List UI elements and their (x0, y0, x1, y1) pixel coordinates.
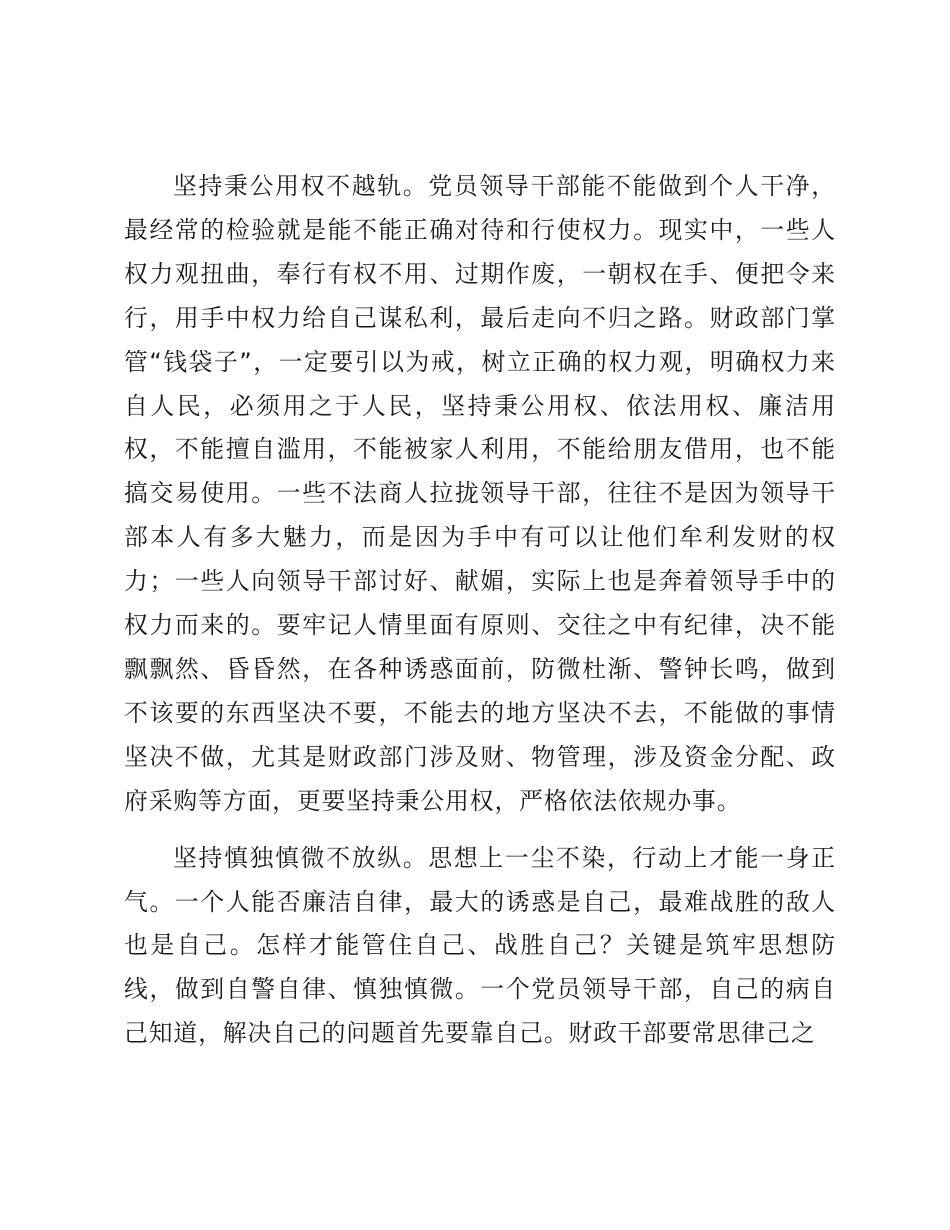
paragraph-power-use: 坚持秉公用权不越轨。党员领导干部能不能做到个人干净，最经常的检验就是能不能正确对待和行使权力。现实中，一些人权力观扭曲，奉行有权不用、过期作废，一朝权在手、便把令来行，用手中权力给自己谋私利，最后走向不归之路。财政部门掌管“钱袋子”，一定要引以为戒，树立正确的权力观，明确权力来自人民，必须用之于人民，坚持秉公用权、依法用权、廉洁用权，不能擅自滥用，不能被家人利用，不能给朋友借用，也不能搞交易使用。一些不法商人拉拢领导干部，往往不是因为领导干部本人有多大魅力，而是因为手中有可以让他们牟利发财的权力；一些人向领导干部讨好、献媚，实际上也是奔着领导手中的权力而来的。要牢记人情里面有原则、交往之中有纪律，决不能飘飘然、昏昏然，在各种诱惑面前，防微杜渐、警钟长鸣，做到不该要的东西坚决不要，不能去的地方坚决不去，不能做的事情坚决不做，尤其是财政部门涉及财、物管理，涉及资金分配、政府采购等方面，更要坚持秉公用权，严格依法依规办事。 (124, 172, 836, 815)
paragraph-self-discipline: 坚持慎独慎微不放纵。思想上一尘不染，行动上才能一身正气。一个人能否廉洁自律，最大的诱惑是自己，最难战胜的敌人也是自己。怎样才能管住自己、战胜自己？关键是筑牢思想防线，做到自警自律、慎独慎微。一个党员领导干部，自己的病自己知道，解决自己的问题首先要靠自己。财政干部要常思律己之 (124, 843, 836, 1048)
document-body (124, 165, 836, 1056)
